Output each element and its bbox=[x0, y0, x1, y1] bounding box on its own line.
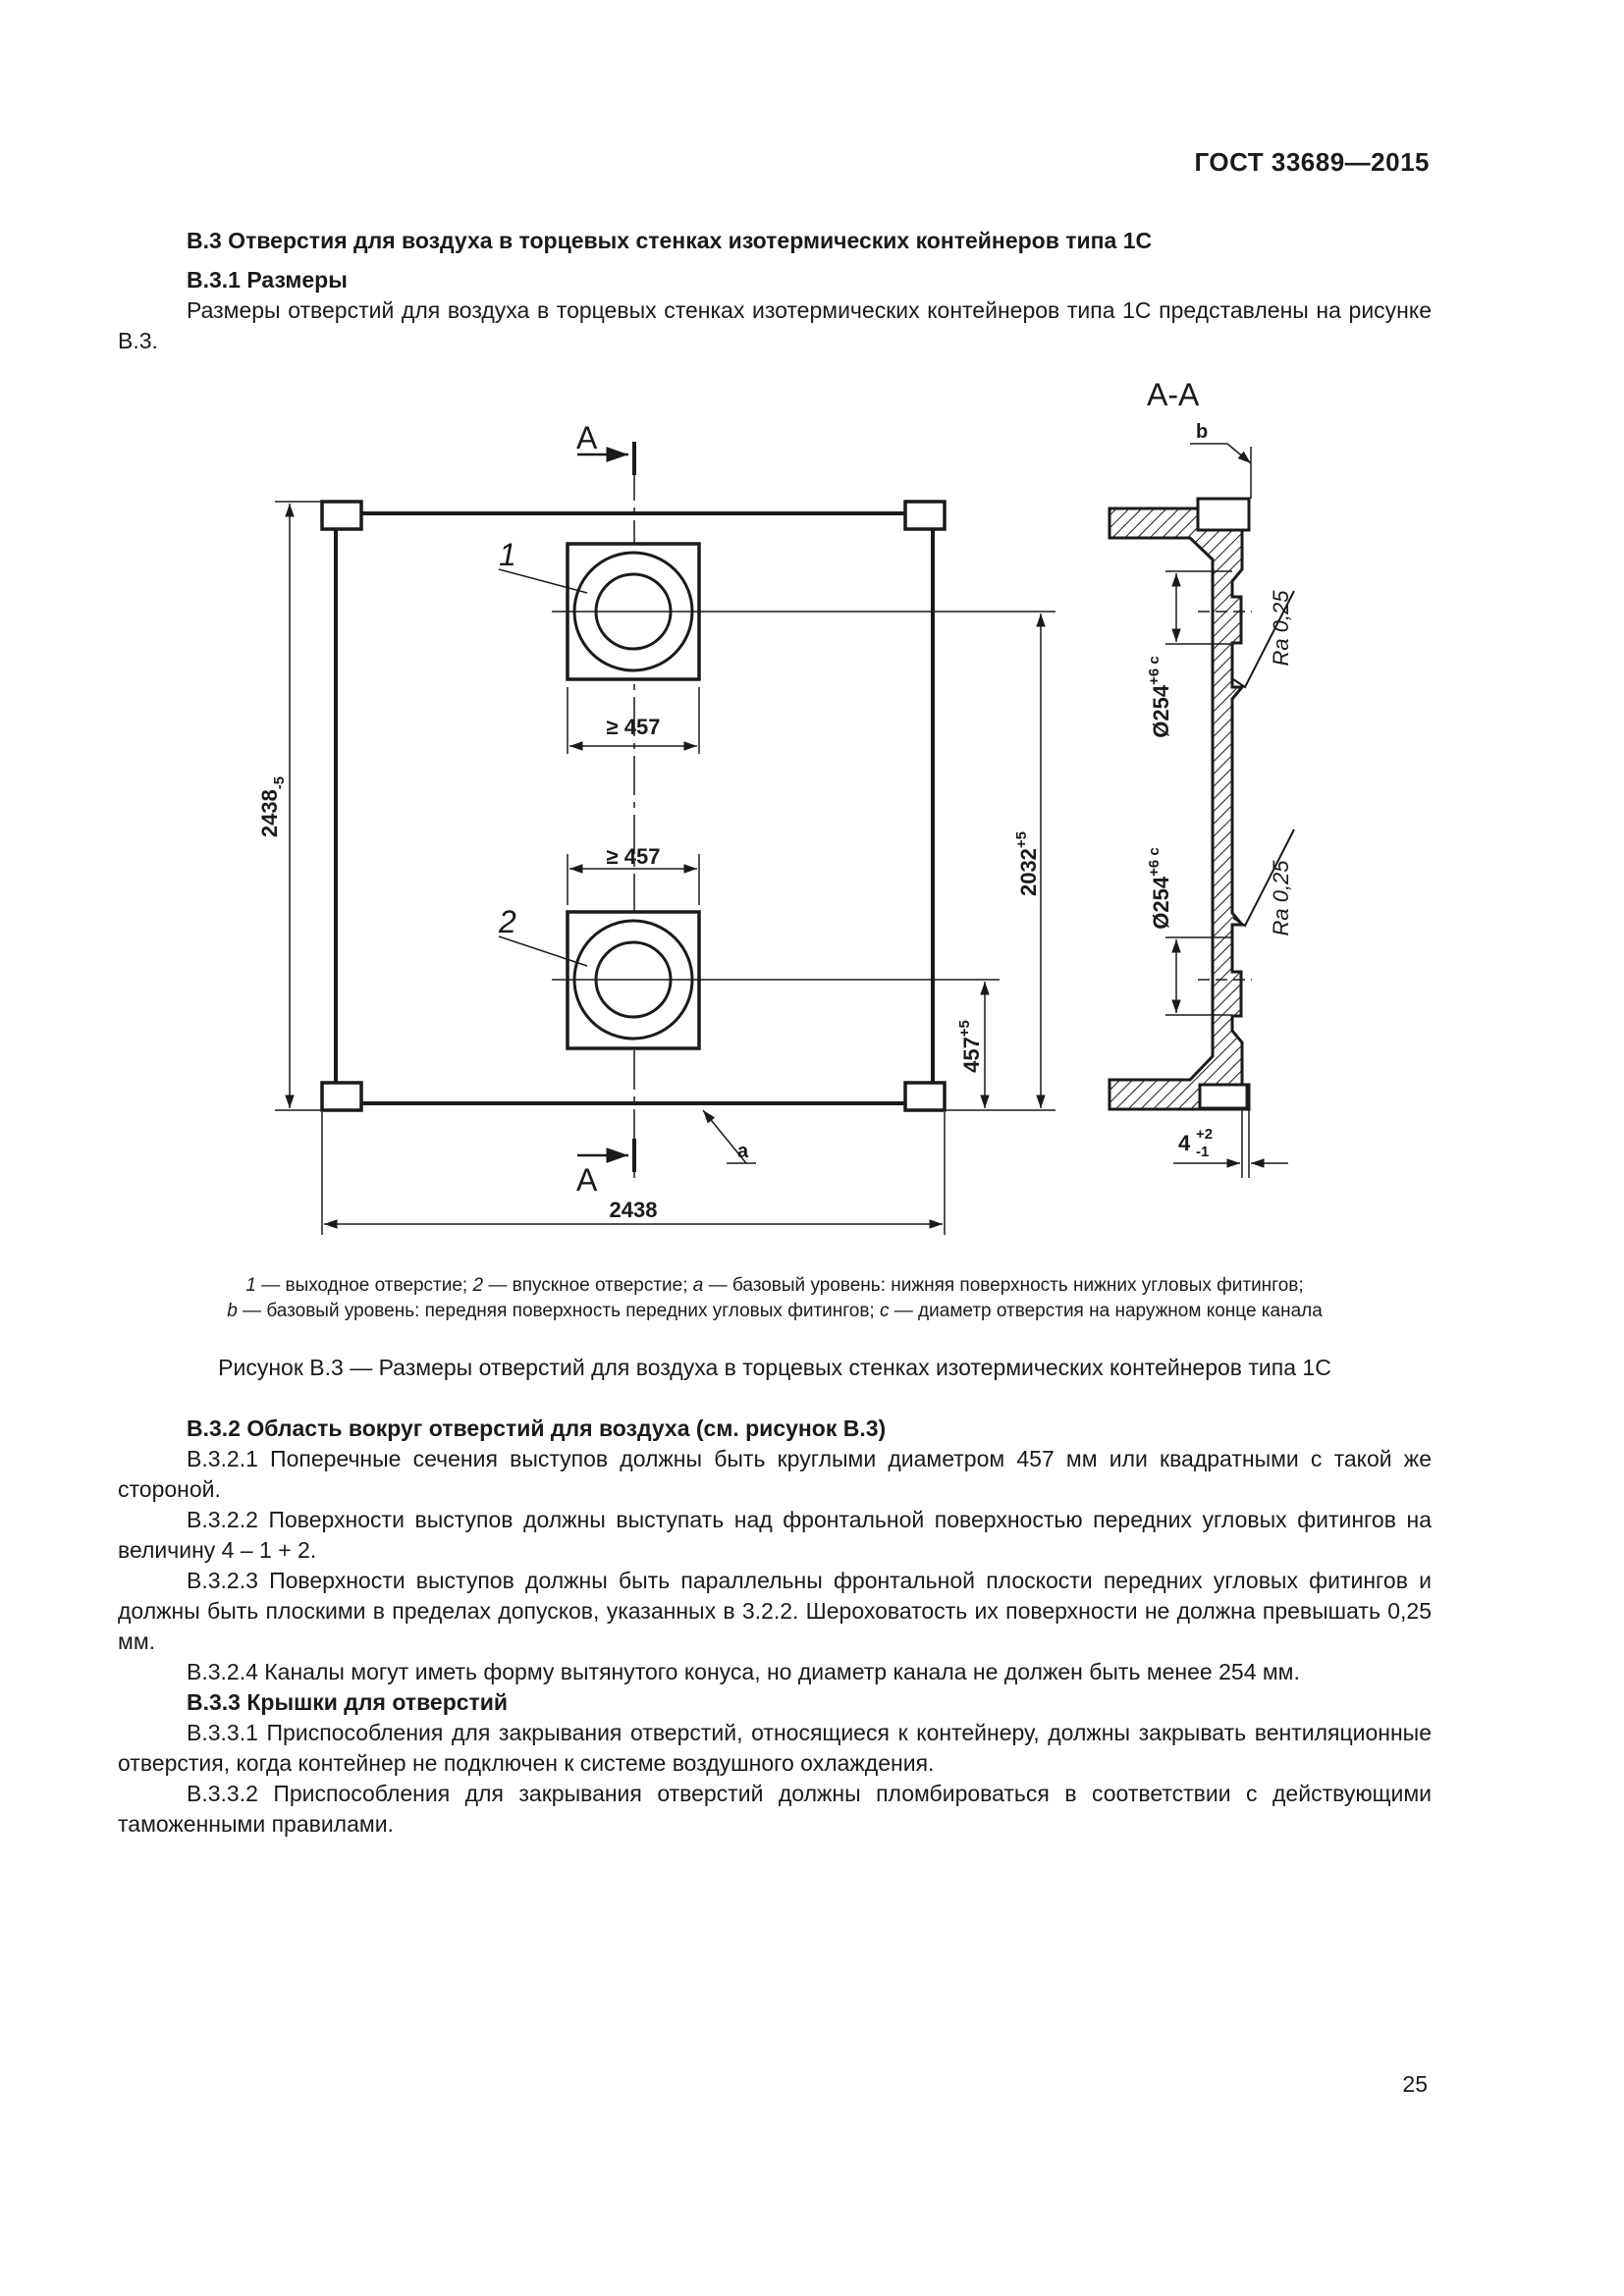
figure-legend-line-1: 1 — выходное отверстие; 2 — впускное отверстие; a — базовый уровень: нижняя поверхность нижних угловых фитингов; bbox=[245, 1275, 1304, 1296]
section-b31-text: Размеры отверстий для воздуха в торцевых стенках изотермических контейнеров типа 1С представлены на рисунке В.3. bbox=[118, 297, 1432, 353]
dim-protrusion-value: 4 bbox=[1178, 1131, 1191, 1155]
section-corner-fitting-bottom bbox=[1200, 1085, 1247, 1108]
section-b3-title: В.3 Отверстия для воздуха в торцевых стенках изотермических контейнеров типа 1С bbox=[187, 228, 1153, 253]
section-b32-title: В.3.2 Область вокруг отверстий для воздуха (см. рисунок В.3) bbox=[187, 1415, 887, 1441]
callout-2-label: 2 bbox=[499, 904, 516, 939]
dim-diam-lower-value: $Ø254^{+6 c}$ bbox=[1146, 847, 1173, 930]
callout-a-label: a bbox=[737, 1141, 749, 1162]
dim-protrusion-tol-down: -1 bbox=[1196, 1144, 1210, 1160]
roughness-upper-value: Ra 0,25 bbox=[1269, 590, 1293, 667]
standard-number: ГОСТ 33689—2015 bbox=[1194, 147, 1430, 177]
dim-height-value: $2438_{-5}$ bbox=[257, 775, 288, 838]
front-view bbox=[257, 420, 1056, 1235]
dim-lower-value: $457^{+5}$ bbox=[956, 1020, 984, 1073]
roughness-lower-value: Ra 0,25 bbox=[1269, 860, 1293, 936]
callout-b-leader bbox=[1227, 444, 1251, 463]
page-number: 25 bbox=[1402, 2071, 1428, 2097]
callout-1-label: 1 bbox=[499, 537, 516, 572]
figure-caption: Рисунок В.3 — Размеры отверстий для воздуха в торцевых стенках изотермических контейнеров типа 1С bbox=[218, 1355, 1331, 1380]
cut-label-top: А bbox=[576, 420, 598, 455]
section-corner-fitting-top bbox=[1198, 499, 1249, 530]
callout-b-label: b bbox=[1196, 421, 1209, 443]
section-b33-title: В.3.3 Крышки для отверстий bbox=[187, 1689, 509, 1715]
dim-diam-upper-value: $Ø254^{+6 c}$ bbox=[1146, 656, 1173, 738]
paragraph-b323: В.3.2.3 Поверхности выступов должны быть параллельны фронтальной плоскости передних угловых фитингов и должны быть плоскими в пределах допусков, указанных в 3.2.2. Шероховатость их поверхности не должна превышать 0,25 мм. bbox=[118, 1568, 1432, 1654]
corner-fitting-top-left bbox=[322, 502, 361, 529]
paragraph-b322: В.3.2.2 Поверхности выступов должны выступать над фронтальной поверхностью передних угловых фитингов на величину 4 – 1 + 2. bbox=[118, 1507, 1432, 1563]
dim-centers-value: $2032^{+5}$ bbox=[1013, 830, 1041, 897]
paragraph-b321: В.3.2.1 Поперечные сечения выступов должны быть круглыми диаметром 457 мм или квадратными с такой же стороной. bbox=[118, 1446, 1432, 1502]
dim-opening-bottom-value: ≥ 457 bbox=[606, 844, 661, 869]
dim-protrusion-tol-up: +2 bbox=[1196, 1126, 1214, 1143]
dim-width-value: 2438 bbox=[609, 1198, 658, 1222]
cut-label-bottom: А bbox=[576, 1162, 598, 1198]
paragraph-b332: В.3.3.2 Приспособления для закрывания отверстий должны пломбироваться в соответствии с действующими таможенными правилами. bbox=[118, 1781, 1432, 1837]
section-b31-title: В.3.1 Размеры bbox=[187, 267, 348, 293]
paragraph-b324: В.3.2.4 Каналы могут иметь форму вытянутого конуса, но диаметр канала не должен быть менее 254 мм. bbox=[187, 1659, 1300, 1684]
corner-fitting-bottom-right bbox=[905, 1083, 945, 1110]
dim-opening-top-value: ≥ 457 bbox=[606, 715, 661, 739]
section-a-a bbox=[1110, 377, 1294, 1178]
figure-legend-line-2: b — базовый уровень: передняя поверхность передних угловых фитингов; c — диаметр отверстия на наружном конце канала bbox=[227, 1301, 1323, 1321]
paragraph-b331: В.3.3.1 Приспособления для закрывания отверстий, относящиеся к контейнеру, должны закрывать вентиляционные отверстия, когда контейнер не подключен к системе воздушного охлаждения. bbox=[118, 1720, 1432, 1776]
wall-section-profile bbox=[1110, 499, 1249, 1109]
corner-fitting-top-right bbox=[905, 502, 945, 529]
section-view-title: А-А bbox=[1147, 377, 1200, 412]
corner-fitting-bottom-left bbox=[322, 1083, 361, 1110]
